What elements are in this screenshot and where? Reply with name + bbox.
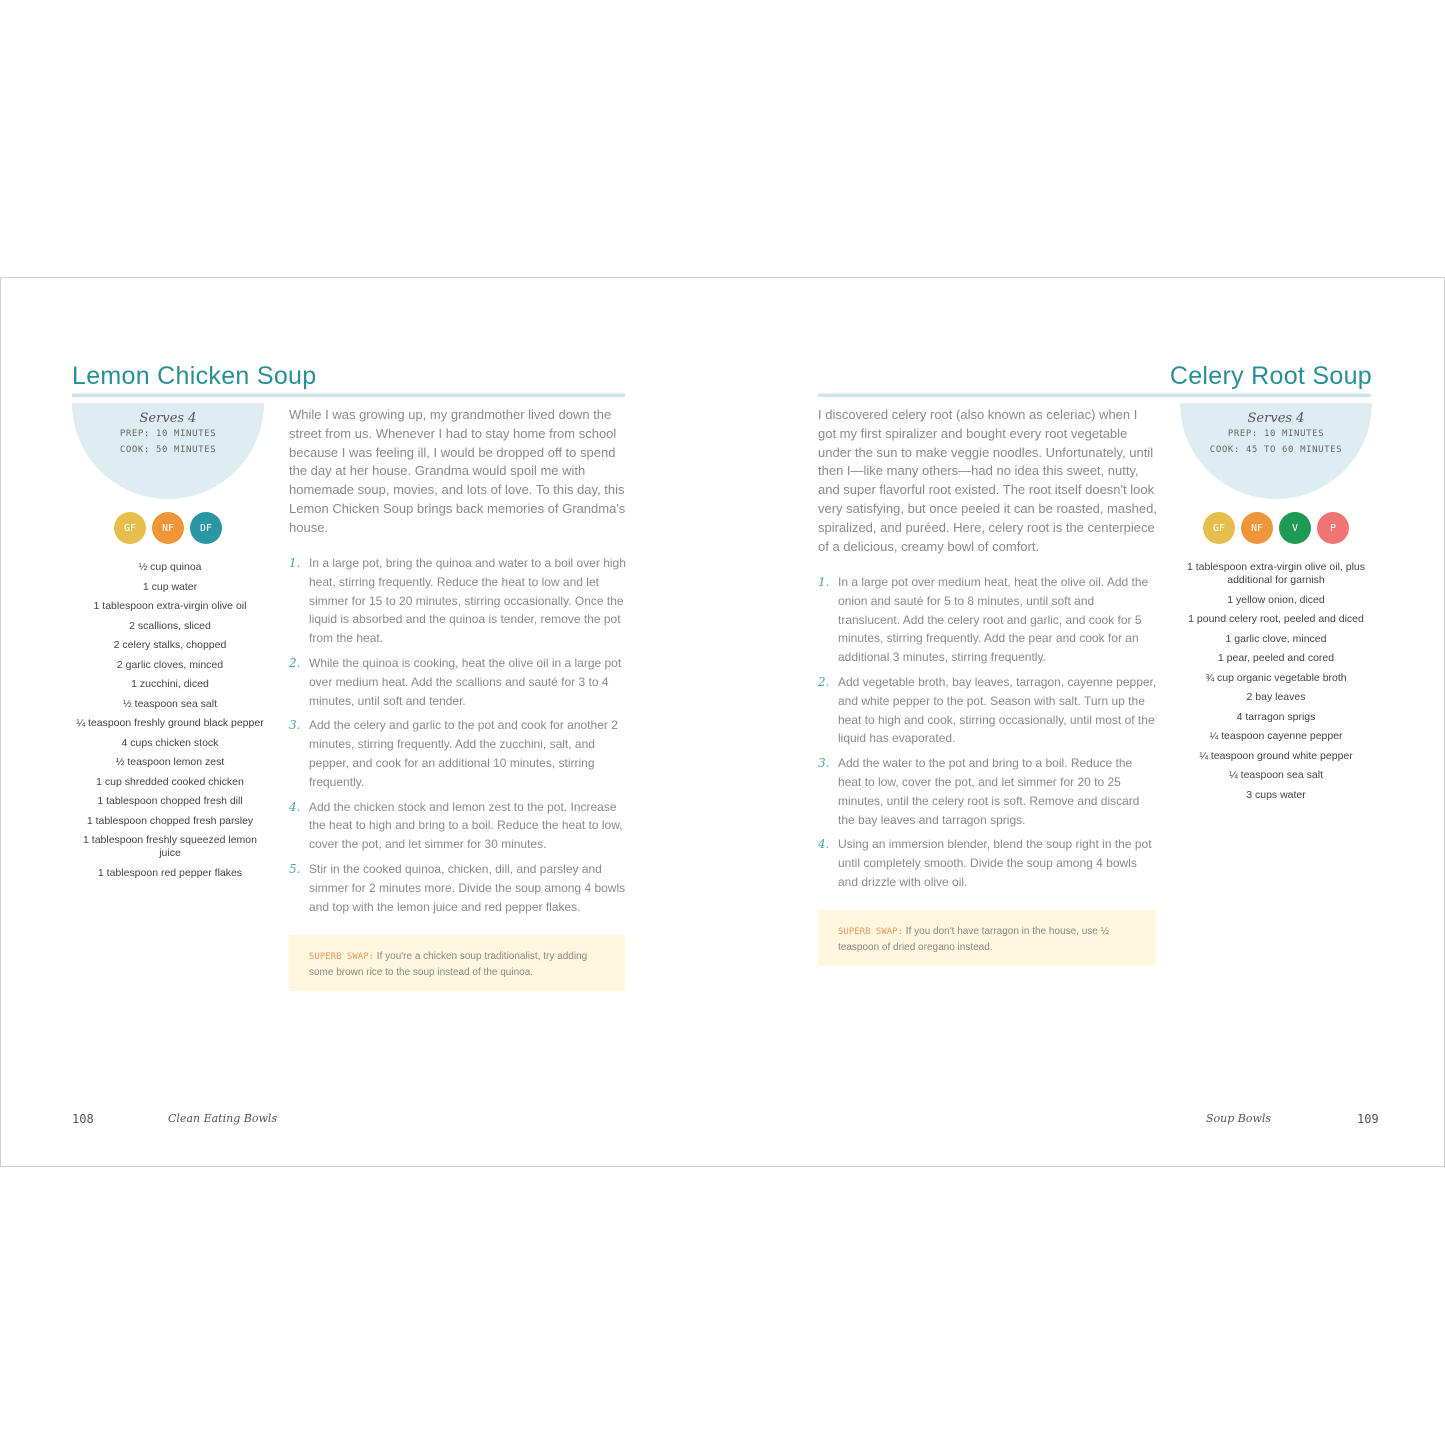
ingredient-item: 2 bay leaves: [1246, 691, 1306, 703]
page-number: 108: [72, 1112, 94, 1126]
step-text: In a large pot, bring the quinoa and water to a boil over high heat, stirring frequently. Reduce the heat to low and let simmer for 15 to 20 minutes, stirring occasionally. Once the liquid is absorbed and the quinoa is tender, remove the pot from the heat.: [309, 556, 626, 646]
step-number: 2.: [289, 655, 301, 670]
step-number: 5.: [289, 861, 301, 876]
recipe-step: [818, 673, 1158, 748]
ingredient-item: 2 garlic cloves, minced: [116, 658, 224, 671]
ingredient-item: ¼ teaspoon cayenne pepper: [1209, 730, 1343, 742]
step-text: While the quinoa is cooking, heat the olive oil in a large pot over medium heat. Add the scallions and sauté for 3 to 4 minutes, until soft and tender.: [309, 655, 622, 708]
ingredient-item: 1 cup water: [142, 580, 198, 593]
serves-label: Serves 4: [1247, 411, 1305, 426]
ingredient-item: 1 tablespoon red pepper flakes: [97, 866, 243, 879]
ingredient-item: ½ cup quinoa: [138, 561, 202, 573]
title-rule: [818, 393, 1371, 397]
prep-time: PREP: 10 MINUTES: [1227, 429, 1325, 439]
recipe-steps: [289, 554, 629, 922]
diet-badges: [114, 512, 222, 544]
cook-time: COOK: 50 MINUTES: [119, 445, 217, 455]
recipe-steps: [818, 573, 1158, 898]
diet-badge-gf: GF: [1203, 512, 1235, 544]
cook-time: COOK: 45 TO 60 MINUTES: [1209, 445, 1343, 455]
swap-text: If you're a chicken soup traditionalist, try adding some brown rice to the soup instead of the quinoa.: [309, 951, 588, 978]
serves-label: Serves 4: [139, 411, 197, 426]
recipe-intro: I discovered celery root (also known as celeriac) when I got my first spiralizer and bought every root vegetable under the sun to make veggie noodles. Unfortunately, until then I—like many others—had no idea this sweet, nutty, and super flavorful root existed. The root itself doesn't look very satisfying, but once peeled it can be roasted, mashed, spiralized, and puréed. Here, celery root is the centerpiece of a delicious, creamy bowl of comfort.: [818, 407, 1157, 554]
ingredient-item: 1 tablespoon freshly squeezed lemon juice: [83, 834, 257, 859]
ingredient-item: ½ teaspoon lemon zest: [115, 756, 225, 768]
ingredient-item: 3 cups water: [1246, 788, 1306, 801]
ingredient-item: 1 tablespoon chopped fresh dill: [97, 795, 243, 807]
step-text: Add the celery and garlic to the pot and cook for another 2 minutes, stirring frequently. Add the zucchini, salt, and pepper, and cook for an additional 10 minutes, stirring frequently.: [309, 718, 618, 789]
ingredient-item: 1 tablespoon extra-virgin olive oil: [93, 600, 247, 612]
superb-swap-box: [289, 935, 625, 991]
step-number: 3.: [289, 718, 301, 733]
title-rule: [72, 393, 625, 397]
recipe-step: [818, 835, 1158, 891]
page-number: 109: [1357, 1112, 1379, 1126]
recipe-step: [289, 554, 629, 648]
diet-badge-p: P: [1317, 512, 1349, 544]
diet-badge-gf: GF: [114, 512, 146, 544]
swap-label: SUPERB SWAP:: [838, 927, 904, 937]
ingredient-item: 1 zucchini, diced: [131, 678, 209, 690]
step-number: 4.: [818, 837, 830, 852]
recipe-step: [289, 798, 629, 854]
recipe-step: [289, 654, 629, 710]
ingredient-item: ¾ cup organic vegetable broth: [1205, 671, 1347, 684]
step-number: 1.: [818, 575, 830, 589]
swap-text: If you don't have tarragon in the house, use ½ teaspoon of dried oregano instead.: [838, 926, 1109, 953]
ingredient-item: 1 tablespoon extra-virgin olive oil, plus additional for garnish: [1186, 561, 1365, 586]
recipe-step: [289, 716, 629, 791]
diet-badge-nf: NF: [1241, 512, 1273, 544]
diet-badges: [1203, 512, 1349, 544]
running-head: Clean Eating Bowls: [168, 1112, 278, 1125]
ingredient-item: 4 cups chicken stock: [121, 736, 219, 749]
step-text: Stir in the cooked quinoa, chicken, dill, and parsley and simmer for 2 minutes more. Divide the soup among 4 bowls and top with the lemon juice and red pepper flakes.: [309, 861, 626, 914]
step-text: Add vegetable broth, bay leaves, tarragon, cayenne pepper, and white pepper to the pot. Season with salt. Turn up the heat to high and cook, stirring occasionally, until most of the liquid has evaporated.: [838, 674, 1157, 746]
running-head: Soup Bowls: [1206, 1112, 1272, 1125]
recipe-title: Lemon Chicken Soup: [72, 362, 317, 390]
ingredient-item: 4 tarragon sprigs: [1236, 710, 1316, 723]
recipe-title: Celery Root Soup: [1169, 362, 1372, 390]
ingredient-list: [1178, 561, 1374, 808]
step-text: Using an immersion blender, blend the soup right in the pot until completely smooth. Divide the soup among 4 bowls and drizzle with olive oil.: [838, 837, 1152, 889]
step-text: In a large pot over medium heat, heat the olive oil. Add the onion and sauté for 5 to 8 minutes, until soft and translucent. Add the celery root and garlic, and cook for 5 minutes, stirring frequently. Add the pear and cook for an additional 3 minutes, stirring frequently.: [838, 575, 1149, 665]
ingredient-item: 2 celery stalks, chopped: [113, 639, 227, 651]
diet-badge-df: DF: [190, 512, 222, 544]
recipe-intro: While I was growing up, my grandmother lived down the street from us. Whenever I had to stay home from school because I was feeling ill, I would be dropped off to spend the day at her house. Grandma would spoil me with homemade soup, movies, and lots of love. To this day, this Lemon Chicken Soup brings back memories of Grandma's house.: [289, 407, 626, 535]
recipe-step: [818, 573, 1158, 667]
ingredient-item: 1 tablespoon chopped fresh parsley: [86, 814, 254, 827]
step-text: Add the chicken stock and lemon zest to the pot. Increase the heat to high and bring to a boil. Reduce the heat to low, cover the pot, and let simmer for 30 minutes.: [309, 799, 623, 852]
ingredient-item: 1 pound celery root, peeled and diced: [1188, 613, 1364, 625]
ingredient-item: ¼ teaspoon ground white pepper: [1199, 749, 1353, 762]
step-text: Add the water to the pot and bring to a boil. Reduce the heat to low, cover the pot, and let simmer for 20 to 25 minutes, until the celery root is soft. Remove and discard the bay leaves and tarragon sprigs.: [838, 756, 1140, 827]
ingredient-item: ¼ teaspoon freshly ground black pepper: [76, 717, 264, 729]
ingredient-list: [72, 561, 268, 886]
step-number: 4.: [289, 799, 301, 814]
recipe-step: [818, 754, 1158, 829]
ingredient-item: ¼ teaspoon sea salt: [1229, 769, 1323, 781]
recipe-step: [289, 860, 629, 916]
step-number: 2.: [818, 674, 830, 689]
diet-badge-v: V: [1279, 512, 1311, 544]
diet-badge-nf: NF: [152, 512, 184, 544]
prep-time: PREP: 10 MINUTES: [119, 429, 217, 439]
ingredient-item: 2 scallions, sliced: [129, 619, 211, 632]
step-number: 1.: [289, 556, 301, 570]
step-number: 3.: [818, 756, 830, 771]
ingredient-item: 1 garlic clove, minced: [1225, 632, 1327, 645]
ingredient-item: 1 yellow onion, diced: [1227, 593, 1325, 606]
swap-label: SUPERB SWAP:: [309, 952, 375, 962]
superb-swap-box: [818, 910, 1156, 966]
ingredient-item: 1 cup shredded cooked chicken: [96, 775, 244, 788]
ingredient-item: 1 pear, peeled and cored: [1217, 652, 1335, 664]
ingredient-item: ½ teaspoon sea salt: [123, 697, 217, 710]
